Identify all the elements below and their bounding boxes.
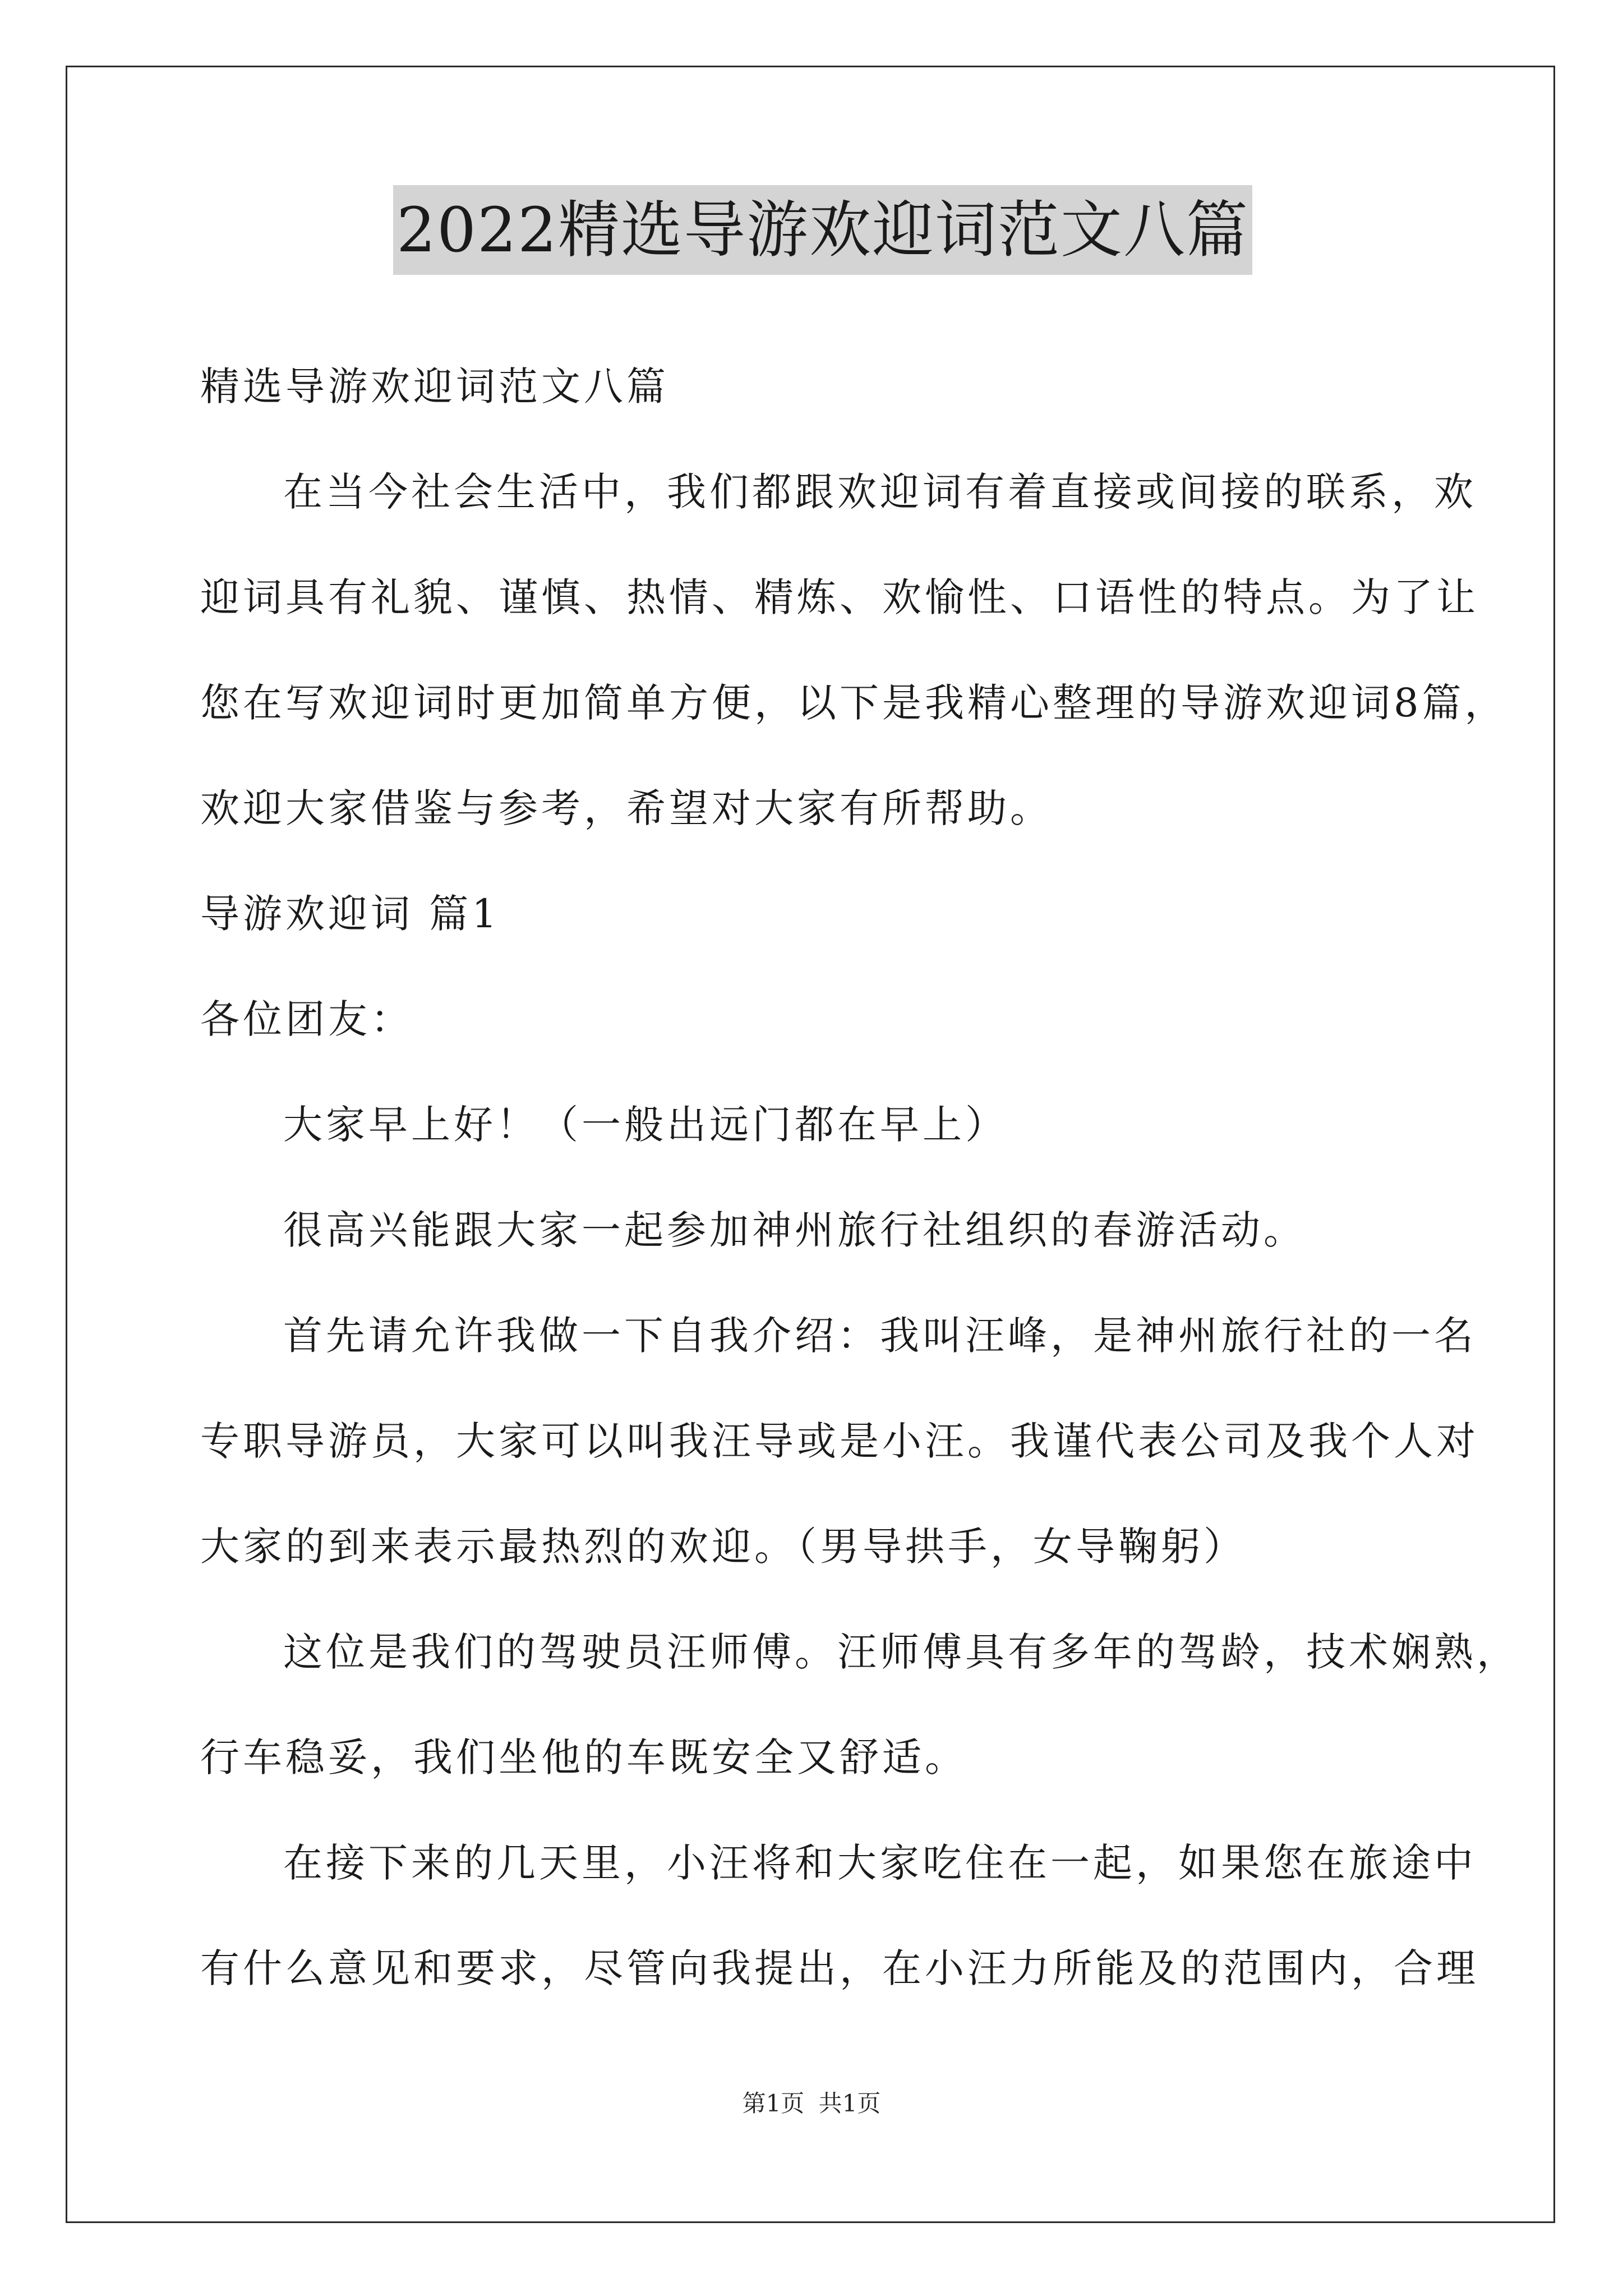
text-line: 行车稳妥，我们坐他的车既安全又舒适。 — [200, 1734, 967, 1780]
text-line: 这位是我们的驾驶员汪师傅。汪师傅具有多年的驾龄，技术娴熟， — [283, 1629, 1519, 1675]
text-line: 有什么意见和要求，尽管向我提出，在小汪力所能及的范围内，合理 — [200, 1945, 1479, 1991]
text-line: 各位团友： — [200, 996, 413, 1042]
page-footer — [0, 2087, 1623, 2120]
text-line: 大家早上好！（一般出远门都在早上） — [283, 1102, 1008, 1148]
text-line: 迎词具有礼貌、谨慎、热情、精炼、欢愉性、口语性的特点。为了让 — [200, 574, 1479, 620]
text-line: 您在写欢迎词时更加简单方便，以下是我精心整理的导游欢迎词8篇， — [200, 680, 1507, 726]
text-line: 精选导游欢迎词范文八篇 — [200, 364, 669, 409]
text-line: 专职导游员，大家可以叫我汪导或是小汪。我谨代表公司及我个人对 — [200, 1418, 1479, 1464]
text-line: 导游欢迎词 篇1 — [200, 891, 500, 937]
text-line: 很高兴能跟大家一起参加神州旅行社组织的春游活动。 — [283, 1207, 1306, 1253]
document-title: 2022精选导游欢迎词范文八篇 — [393, 185, 1252, 275]
text-line: 在当今社会生活中，我们都跟欢迎词有着直接或间接的联系，欢 — [283, 469, 1477, 515]
text-line: 大家的到来表示最热烈的欢迎。（男导拱手，女导鞠躬） — [200, 1524, 1246, 1570]
text-line: 欢迎大家借鉴与参考，希望对大家有所帮助。 — [200, 785, 1053, 831]
document-body — [200, 185, 1519, 2021]
page-number: 第1页 — [742, 2090, 805, 2117]
title-container — [200, 185, 1445, 280]
text-line: 首先请允许我做一下自我介绍：我叫汪峰，是神州旅行社的一名 — [283, 1313, 1477, 1359]
text-line: 在接下来的几天里，小汪将和大家吃住在一起，如果您在旅途中 — [283, 1840, 1477, 1886]
paragraph-lines — [200, 334, 1519, 2021]
page-total: 共1页 — [818, 2090, 881, 2117]
